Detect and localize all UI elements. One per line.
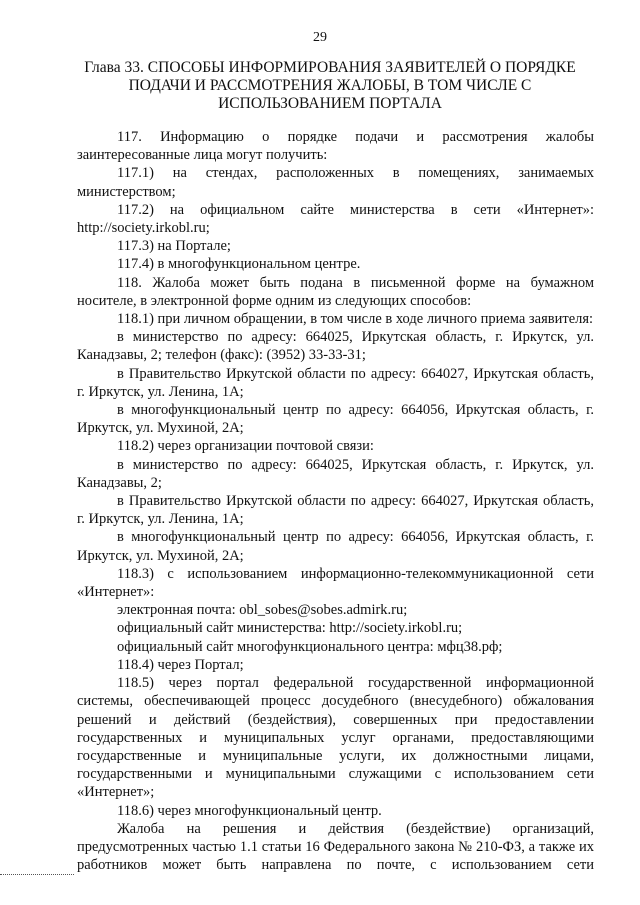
- paragraph-118: 118. Жалоба может быть подана в письменной форме на бумажном носителе, в электронной форме одним из следующих способов:: [77, 274, 594, 309]
- ministry-site-line: официальный сайт министерства: http://society.irkobl.ru;: [117, 620, 463, 637]
- chapter-heading-line: ПОДАЧИ И РАССМОТРЕНИЯ ЖАЛОБЫ, В ТОМ ЧИСЛЕ С: [128, 77, 532, 94]
- paragraph-118-6: 118.6) через многофункциональный центр.: [117, 802, 382, 819]
- footer-divider: [0, 874, 74, 875]
- address-ministry-personal: в министерство по адресу: 664025, Иркутская область, г. Иркутск, ул. Канадзавы, 2; телефон (факс): (3952) 33-33-31;: [77, 329, 594, 364]
- chapter-heading-line: Глава 33. СПОСОБЫ ИНФОРМИРОВАНИЯ ЗАЯВИТЕЛЕЙ О ПОРЯДКЕ: [84, 59, 576, 76]
- paragraph-117-4: 117.4) в многофункциональном центре.: [117, 256, 361, 273]
- address-government-personal: в Правительство Иркутской области по адресу: 664027, Иркутская область, г. Иркутск, ул. Ленина, 1А;: [77, 365, 594, 400]
- paragraph-117-3: 117.3) на Портале;: [117, 238, 231, 255]
- paragraph-117: 117. Информацию о порядке подачи и рассмотрения жалобы заинтересованные лица могут получить:: [77, 129, 594, 164]
- paragraph-118-5: 118.5) через портал федеральной государственной информационной системы, обеспечивающей процесс досудебного (внесудебного) обжалования решений и действий (бездействия), совершенных при предоставлении государственных и муниципальных услуг органами, предоставляющими государственные и муниципальные услуги, их должностными лицами, государственными и муниципальными служащими с использованием сети «Интернет»;: [77, 675, 594, 801]
- address-mfc-personal: в многофункциональный центр по адресу: 664056, Иркутская область, г. Иркутск, ул. Мухиной, 2А;: [77, 402, 594, 437]
- address-mfc-post: в многофункциональный центр по адресу: 664056, Иркутская область, г. Иркутск, ул. Мухиной, 2А;: [77, 529, 594, 564]
- address-ministry-post: в министерство по адресу: 664025, Иркутская область, г. Иркутск, ул. Канадзавы, 2;: [77, 456, 594, 491]
- email-line: электронная почта: obl_sobes@sobes.admirk.ru;: [117, 602, 408, 619]
- paragraph-118-3: 118.3) с использованием информационно-телекоммуникационной сети «Интернет»:: [77, 565, 594, 601]
- document-body: [77, 128, 594, 874]
- chapter-heading-line: ИСПОЛЬЗОВАНИЕМ ПОРТАЛА: [218, 95, 442, 112]
- page-number: 29: [313, 30, 327, 45]
- address-government-post: в Правительство Иркутской области по адресу: 664027, Иркутская область, г. Иркутск, ул. Ленина, 1А;: [77, 493, 594, 528]
- paragraph-complaint-organizations: Жалоба на решения и действия (бездействие) организаций, предусмотренных частью 1.1 статьи 16 Федерального закона № 210-ФЗ, а также их работников может быть направлена по почте, с использованием сети: [77, 820, 594, 874]
- chapter-heading: [70, 59, 590, 113]
- paragraph-118-4: 118.4) через Портал;: [117, 656, 244, 673]
- paragraph-117-2: 117.2) на официальном сайте министерства в сети «Интернет»: http://society.irkobl.ru;: [77, 201, 594, 237]
- mfc-site-line: официальный сайт многофункционального центра: мфц38.рф;: [117, 638, 503, 655]
- paragraph-118-1: 118.1) при личном обращении, в том числе в ходе личного приема заявителя:: [117, 311, 594, 328]
- paragraph-117-1: 117.1) на стендах, расположенных в помещениях, занимаемых министерством;: [77, 165, 594, 200]
- paragraph-118-2: 118.2) через организации почтовой связи:: [117, 438, 374, 455]
